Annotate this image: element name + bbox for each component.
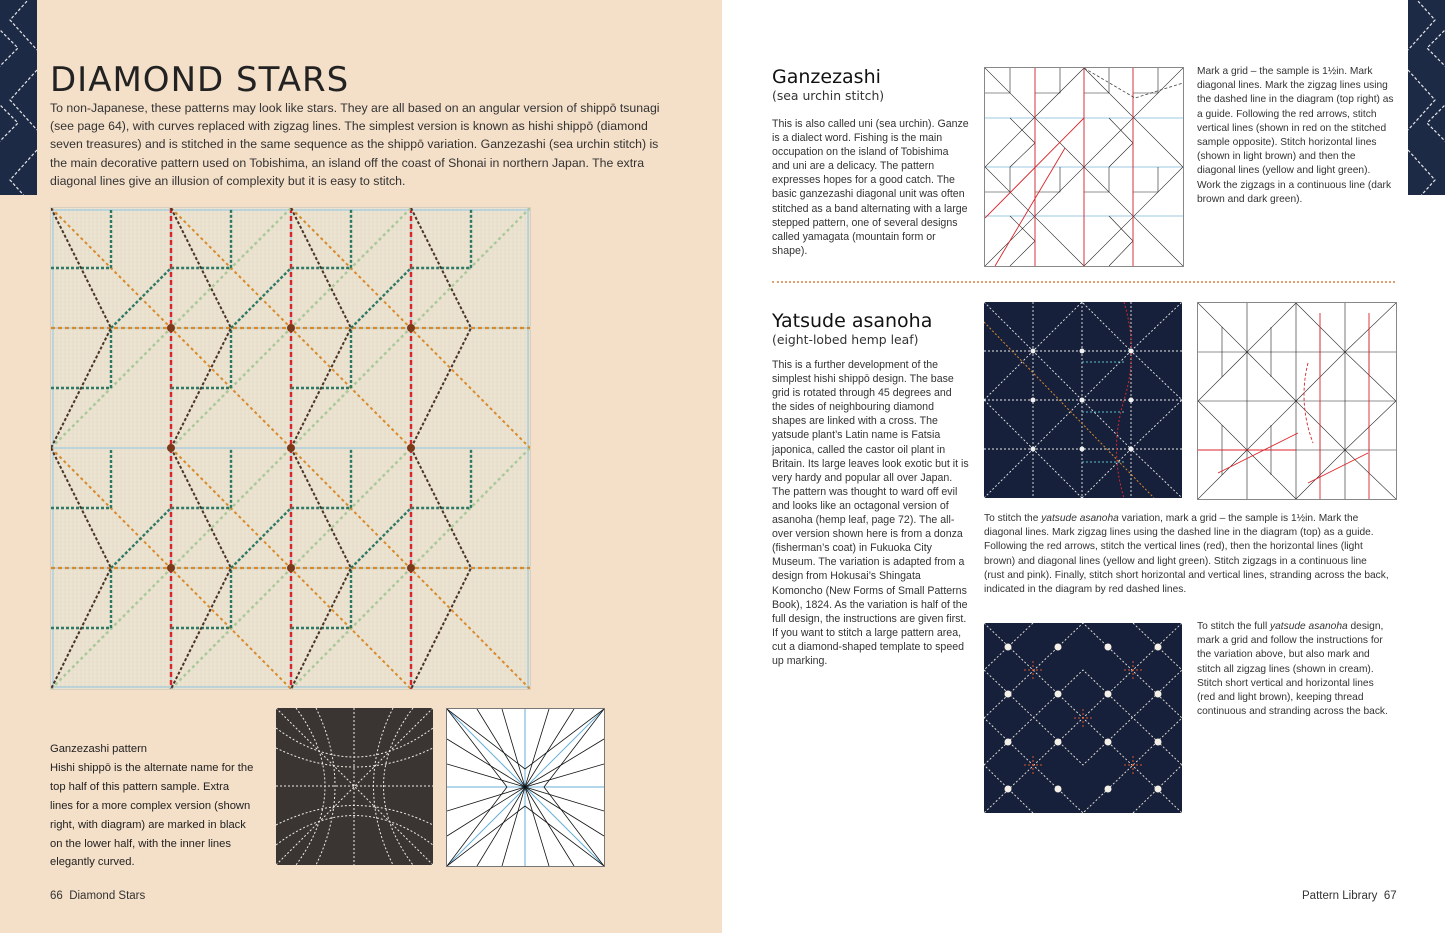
yatsude-variation-instructions xyxy=(984,512,1389,597)
sashiko-fabric-strip-left xyxy=(0,0,37,195)
right-page-number: 67 xyxy=(1383,890,1397,902)
yatsude-full-sample-image xyxy=(984,623,1182,813)
full-text-emphasis: yatsude asanoha xyxy=(1270,621,1348,632)
ganzezashi-dark-sample-image xyxy=(276,708,433,865)
ganzezashi-title: Ganzezashi xyxy=(772,66,881,88)
page-title: DIAMOND STARS xyxy=(50,60,350,100)
left-page-number: 66 xyxy=(50,890,63,902)
variation-text-post: variation, mark a grid – the sample is 1½in. Mark the diagonal lines. Mark zigzag lines using the dashed line in the diagram (top) as a guide. Following the red arrows, stitch the vertical lines (red), then the horizontal lines (light brown) and diagonal lines (yellow and light green). Stitch zigzags in a continuous line (rust and pink). Finally, stitch short horizontal and vertical lines, stranding across the back, indicated in the diagram by red dashed lines. xyxy=(984,513,1389,596)
image-caption xyxy=(50,740,255,872)
yatsude-title: Yatsude asanoha xyxy=(772,310,933,332)
ganzezashi-subtitle: (sea urchin stitch) xyxy=(772,88,885,103)
yatsude-variation-sample-image xyxy=(984,302,1182,498)
sashiko-fabric-strip-right xyxy=(1408,0,1445,195)
yatsude-arrow-diagram xyxy=(1197,302,1397,500)
ganzezashi-body: This is also called uni (sea urchin). Ganze is a dialect word. Fishing is the main occupation on the island of Tobishima and uni are a delicacy. The pattern expresses hopes for a good catch. The basic ganzezashi diagonal unit was often stitched as a band alternating with a large stepped pattern, one of several designs called yamagata (mountain form or shape). xyxy=(772,118,969,257)
ganzezashi-section-heading xyxy=(772,66,972,103)
variation-text-pre: To stitch the xyxy=(984,513,1042,524)
section-divider xyxy=(772,281,1395,283)
yatsude-subtitle: (eight-lobed hemp leaf) xyxy=(772,332,919,347)
yatsude-body: This is a further development of the simplest hishi shippō design. The base grid is rotated through 45 degrees and the sides of neighbouring diamond shapes are linked with a cross. The yatsude plant’s Latin name is Fatsia japonica, called the castor oil plant in Britain. Its large leaves look exotic but it is very hardy and popular all over Japan. The pattern was thought to ward off evil and looks like an octagonal version of asanoha (hemp leaf, page 72). The all-over version shown here is from a donza (fisherman’s coat) in Fukuoka City Museum. The variation is adapted from a design from Hokusai’s Shingata Komoncho (New Forms of Small Patterns Book), 1824. As the variation is half of the full design, the instructions are given first. If you want to stitch a large pattern area, cut a diamond-shaped template to speed up marking. xyxy=(772,359,969,667)
left-running-head: Diamond Stars xyxy=(69,890,146,902)
intro-paragraph: To non-Japanese, these patterns may look like stars. They are all based on an angular version of shippō tsunagi (see page 64), with curves replaced with zigzag lines. The simplest version is known as hishi shippō (diamond seven treasures) and is stitched in the same sequence as the shippō variation. Ganzezashi (sea urchin stitch) is the main decorative pattern used on Tobishima, an island off the coast of Shonai in northern Japan. The extra diagonal lines give an illusion of complexity but it is easy to stitch. xyxy=(50,101,660,188)
caption-title: Ganzezashi pattern xyxy=(50,743,148,755)
ganzezashi-instructions: Mark a grid – the sample is 1½in. Mark diagonal lines. Mark the zigzag lines using the dashed line in the diagram (top right) as a guide. Following the red arrows, stitch vertical lines (shown in red on the stitched sample opposite). Stitch horizontal lines (shown in light brown) and then the diagonal lines (yellow and light green). Work the zigzags in a continuous line (dark brown and dark green). xyxy=(1197,66,1394,205)
ganzezashi-stitched-sample-image xyxy=(50,207,531,690)
right-running-head: Pattern Library xyxy=(1302,890,1378,902)
right-folio xyxy=(1302,890,1397,902)
full-text-post: design, mark a grid and follow the instructions for the variation above, but also mark and stitch all zigzag lines (shown in cream). Stitch short vertical and horizontal lines (red and light brown), keeping thread continuous and stranding across the back. xyxy=(1197,621,1388,718)
yatsude-section-heading xyxy=(772,310,972,347)
caption-text: Hishi shippō is the alternate name for the top half of this pattern sample. Extra lines for a more complex version (shown right, with diagram) are marked in black on the lower half, with the inner lines elegantly curved. xyxy=(50,761,254,869)
ganzezashi-line-diagram xyxy=(446,708,605,867)
ganzezashi-arrow-diagram xyxy=(984,67,1184,267)
yatsude-full-instructions xyxy=(1197,620,1393,719)
full-text-pre: To stitch the full xyxy=(1197,621,1271,632)
left-folio xyxy=(50,890,145,902)
variation-text-emphasis: yatsude asanoha xyxy=(1041,513,1119,524)
